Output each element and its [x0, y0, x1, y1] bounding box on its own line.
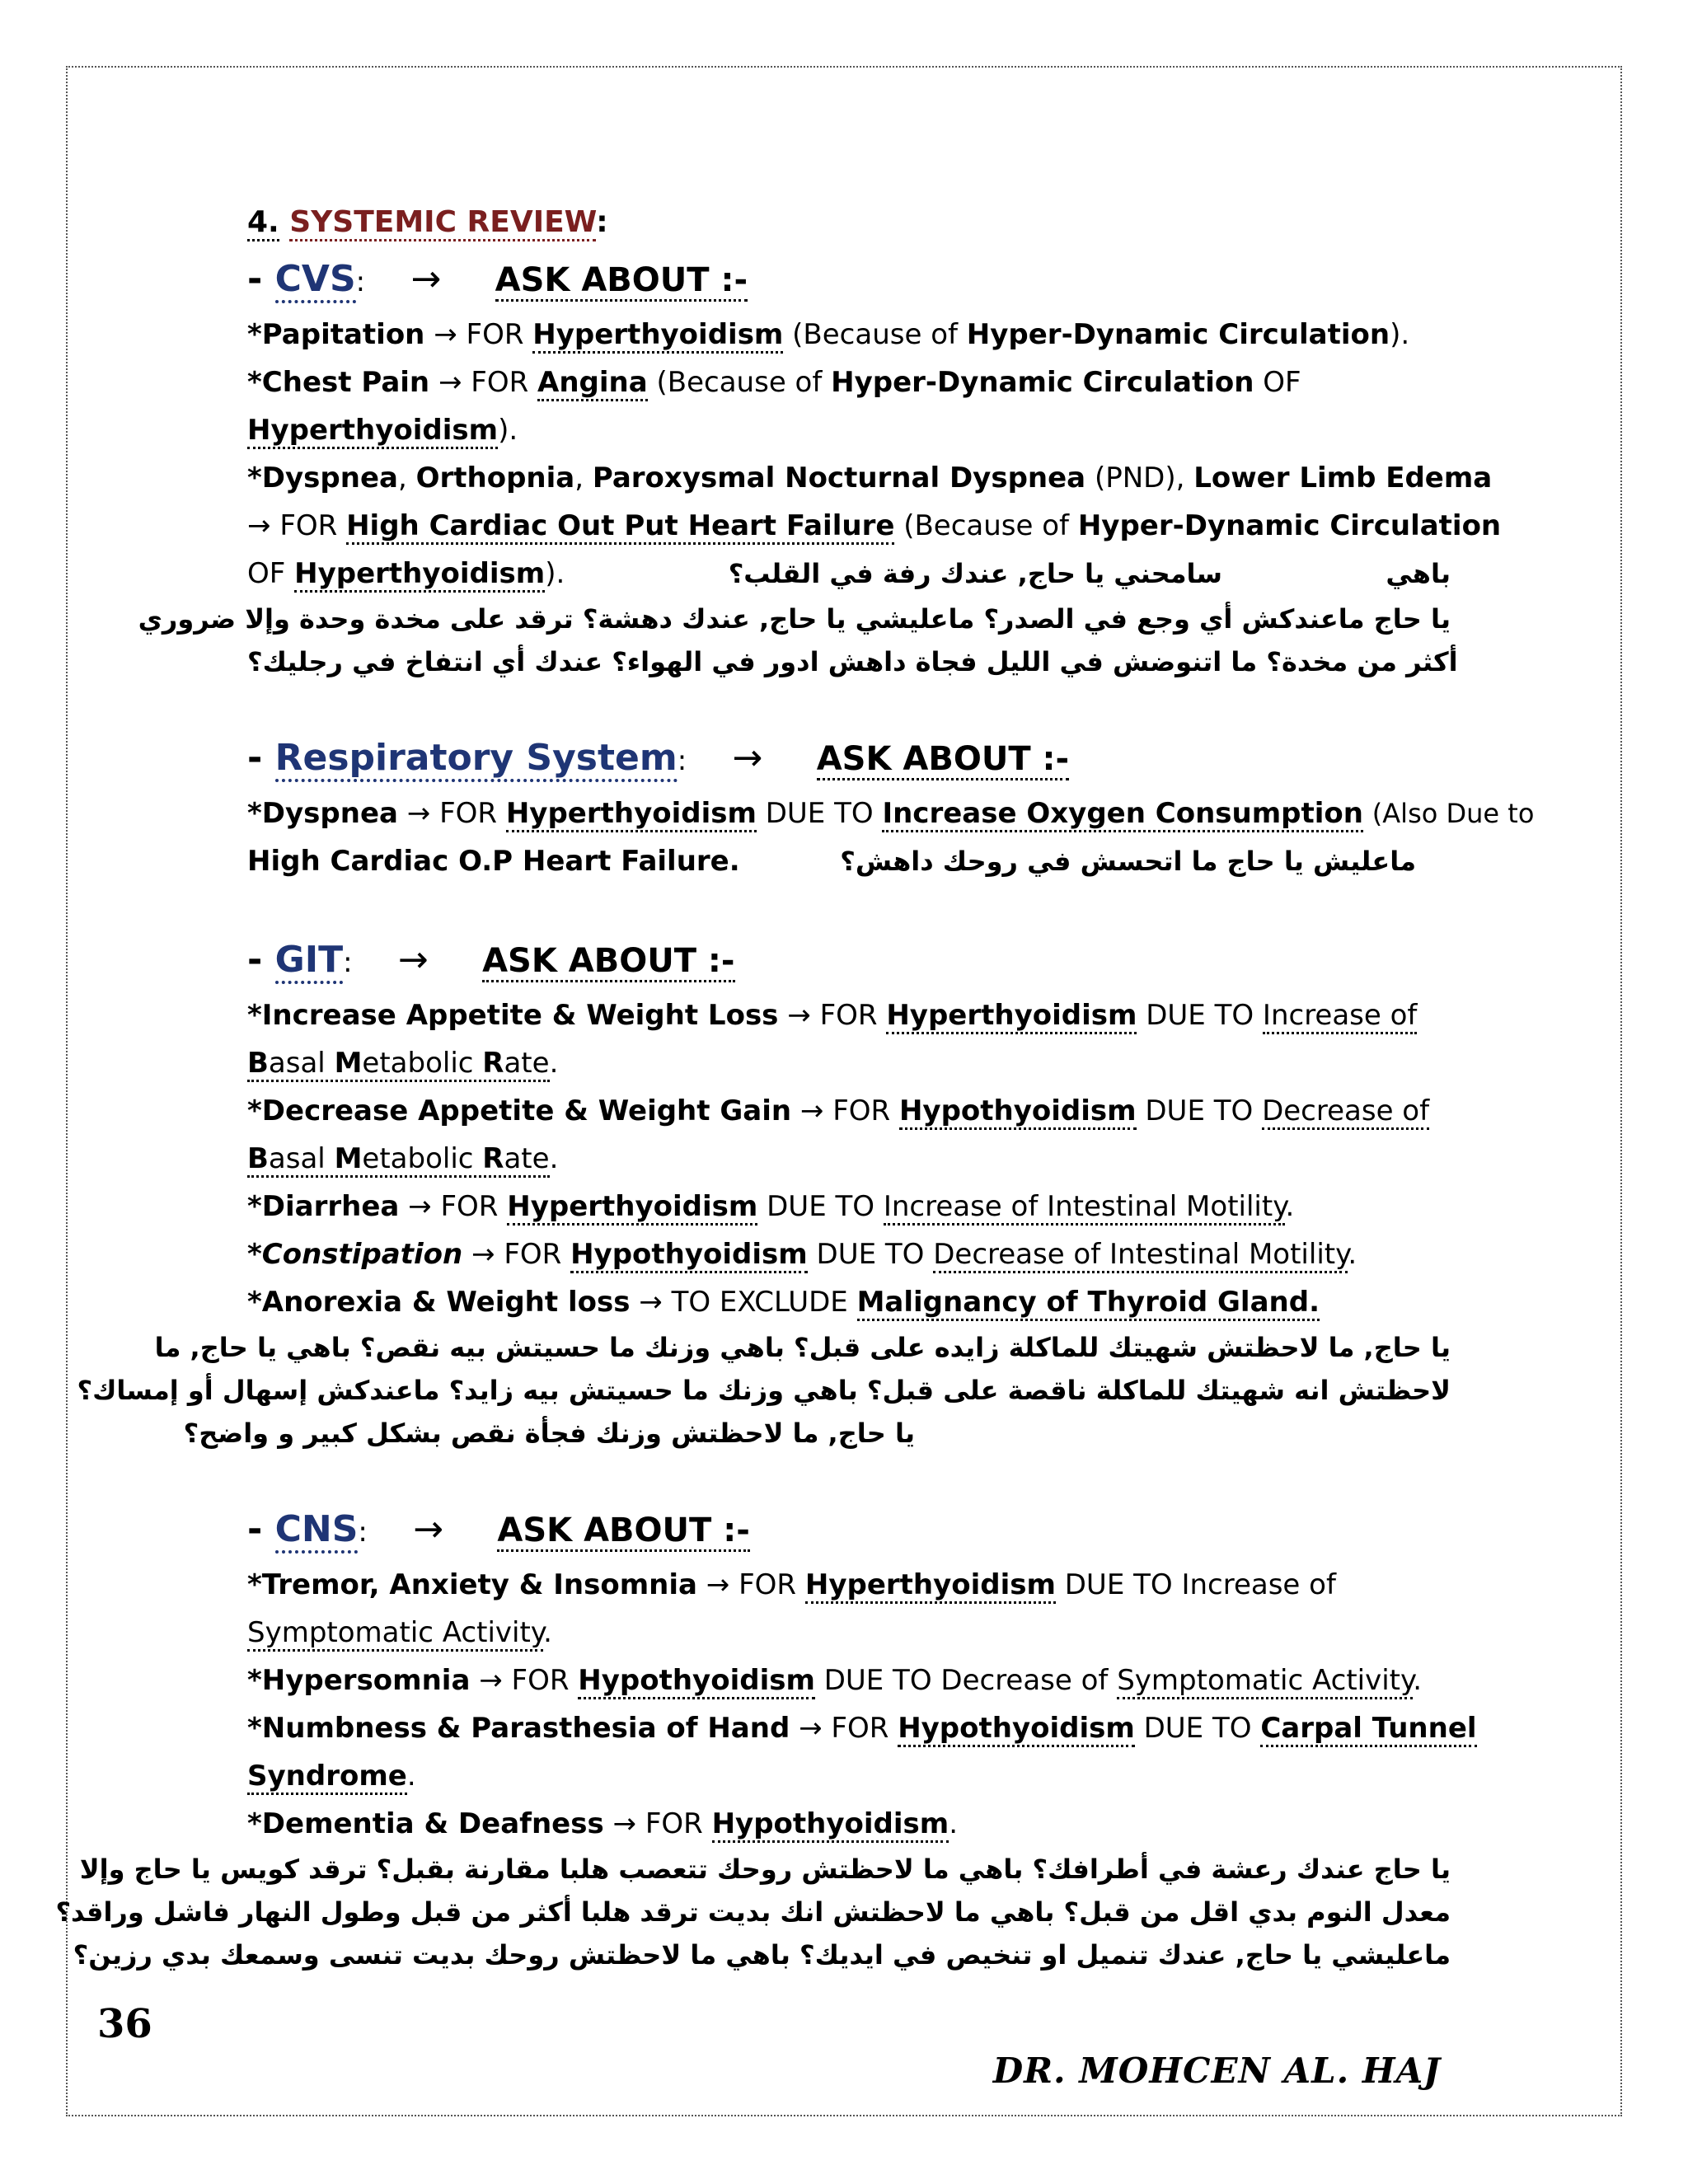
cvs-line-4: *Dyspnea, Orthopnia, Paroxysmal Nocturnal Dyspnea (PND), Lower Limb Edema — [247, 462, 1493, 494]
git-bmr-2: Basal Metabolic Rate. — [247, 1135, 1451, 1183]
cns-arabic-1: يا حاج عندك رعشة في أطرافك؟ باهي ما لاحظتش روحك تتعصب هلبا مقارنة بقبل؟ ترقد كويس يا حاج وإلا — [79, 1854, 1451, 1885]
cns-hypersomnia: *Hypersomnia → FOR Hypothyoidism DUE TO Decrease of Symptomatic Activity. — [247, 1657, 1451, 1704]
cns-syndrome: Syndrome. — [247, 1752, 1451, 1800]
page-content — [55, 198, 1535, 1976]
cvs-title: CVS — [275, 258, 356, 303]
ask-about-label: ASK ABOUT :- — [495, 261, 748, 302]
resp-line-1: *Dyspnea → FOR Hyperthyoidism DUE TO Increase Oxygen Consumption (Also Due to — [247, 790, 1451, 837]
arrow-icon: → — [787, 999, 811, 1032]
arrow-icon: → — [247, 509, 271, 542]
cns-title: CNS — [275, 1508, 359, 1554]
arabic-word: باهي — [1386, 558, 1451, 589]
arrow-icon: → — [799, 1712, 823, 1745]
cns-dementia: *Dementia & Deafness → FOR Hypothyoidism. — [247, 1800, 1451, 1848]
cns-numbness: *Numbness & Parasthesia of Hand → FOR Hypothyoidism DUE TO Carpal Tunnel — [247, 1704, 1451, 1752]
arrow-icon: → — [410, 258, 442, 300]
arrow-icon: → — [438, 366, 462, 399]
page-number: 36 — [97, 2001, 152, 2047]
resp-title: Respiratory System — [275, 737, 678, 782]
arrow-icon: → — [397, 939, 429, 981]
cvs-heading: - CVS: → ASK ABOUT :- — [247, 251, 1451, 311]
resp-line-2: High Cardiac O.P Heart Failure. ماعليش يا حاج ما اتحسش في روحك داهش؟ — [247, 845, 1417, 878]
git-arabic-2: لاحظتش انه شهيتك للماكلة ناقصة على قبل؟ باهي وزنك ما حسيتش بيه زايد؟ ماعندكش إسهال أو إمساك؟ — [77, 1375, 1451, 1406]
arrow-icon: → — [612, 1807, 636, 1840]
arrow-icon: → — [406, 797, 431, 830]
arrow-icon: → — [479, 1664, 503, 1697]
arrow-icon: → — [732, 737, 763, 779]
cvs-arabic-1: يا حاج ماعندكش أي وجع في الصدر؟ ماعليشي يا حاج, عندك دهشة؟ ترقد على مخدة وحدة وإلا ضروري — [138, 603, 1451, 635]
cvs-line-2: *Chest Pain → FOR Angina (Because of Hyper-Dynamic Circulation OF — [247, 359, 1451, 406]
arrow-icon: → — [799, 1094, 824, 1127]
ask-about-label: ASK ABOUT :- — [497, 1511, 749, 1552]
arrow-icon: → — [408, 1190, 432, 1223]
git-arabic-1: يا حاج, ما لاحظتش شهيتك للماكلة زايده على قبل؟ باهي وزنك ما حسيتش بيه نقص؟ باهي يا حاج, ما — [154, 1332, 1451, 1363]
git-constipation: *Constipation → FOR Hypothyoidism DUE TO Decrease of Intestinal Motility. — [247, 1230, 1451, 1278]
cvs-arabic-2: أكثر من مخدة؟ ما اتنوضش في الليل فجاة داهش ادور في الهواء؟ عندك أي انتفاخ في رجليك؟ — [247, 646, 1458, 677]
git-diarrhea: *Diarrhea → FOR Hyperthyoidism DUE TO Increase of Intestinal Motility. — [247, 1183, 1451, 1230]
git-arabic-3: يا حاج, ما لاحظتش وزنك فجأة نقص بشكل كبير و واضح؟ — [183, 1418, 915, 1449]
arrow-icon: → — [434, 318, 457, 351]
section-heading: 4. SYSTEMIC REVIEW: — [247, 198, 1451, 247]
author-signature: DR. MOHCEN AL. HAJ — [992, 2050, 1441, 2091]
cvs-line-1: *Papitation → FOR Hyperthyoidism (Because of Hyper-Dynamic Circulation). — [247, 311, 1451, 359]
resp-heading: - Respiratory System: → ASK ABOUT :- — [247, 729, 1451, 790]
git-line-2: *Decrease Appetite & Weight Gain → FOR Hypothyoidism DUE TO Decrease of — [247, 1087, 1451, 1135]
git-line-1: *Increase Appetite & Weight Loss → FOR Hyperthyoidism DUE TO Increase of — [247, 991, 1451, 1039]
arrow-icon: → — [706, 1568, 730, 1601]
cvs-line-6: OF Hyperthyoidism). سامحني يا حاج, عندك رفة في القلب؟ باهي — [247, 550, 1451, 598]
arrow-icon: → — [413, 1508, 444, 1550]
cns-arabic-2: معدل النوم بدي اقل من قبل؟ باهي ما لاحظتش انك بديت ترقد هلبا أكثر من قبل وطول النهار فاشل وراقد؟ — [55, 1896, 1451, 1928]
cns-arabic-3: ماعليشي يا حاج, عندك تنميل او تنخيص في ايديك؟ باهي ما لاحظتش روحك بديت تنسى وسمعك بدي رزين؟ — [73, 1939, 1451, 1971]
arabic-question: سامحني يا حاج, عندك رفة في القلب؟ — [728, 558, 1223, 589]
cvs-line-5: → FOR High Cardiac Out Put Heart Failure (Because of Hyper-Dynamic Circulation — [247, 502, 1451, 550]
arrow-icon: → — [639, 1286, 663, 1319]
git-heading: - GIT: → ASK ABOUT :- — [247, 931, 1451, 991]
cns-heading: - CNS: → ASK ABOUT :- — [247, 1501, 1451, 1561]
ask-about-label: ASK ABOUT :- — [817, 740, 1069, 780]
cns-tremor: *Tremor, Anxiety & Insomnia → FOR Hyperthyoidism DUE TO Increase of — [247, 1561, 1451, 1609]
cns-symp: Symptomatic Activity. — [247, 1609, 1451, 1657]
ask-about-label: ASK ABOUT :- — [482, 942, 734, 982]
git-title: GIT — [275, 939, 344, 984]
section-title: SYSTEMIC REVIEW — [289, 205, 596, 241]
arabic-question: ماعليش يا حاج ما اتحسش في روحك داهش؟ — [840, 846, 1417, 877]
git-anorexia: *Anorexia & Weight loss → TO EXCLUDE Malignancy of Thyroid Gland. — [247, 1278, 1451, 1326]
section-number: 4. — [247, 205, 279, 241]
arrow-icon: → — [471, 1238, 495, 1271]
git-bmr-1: Basal Metabolic Rate. — [247, 1039, 1451, 1087]
cvs-line-3: Hyperthyoidism). — [247, 406, 1451, 454]
